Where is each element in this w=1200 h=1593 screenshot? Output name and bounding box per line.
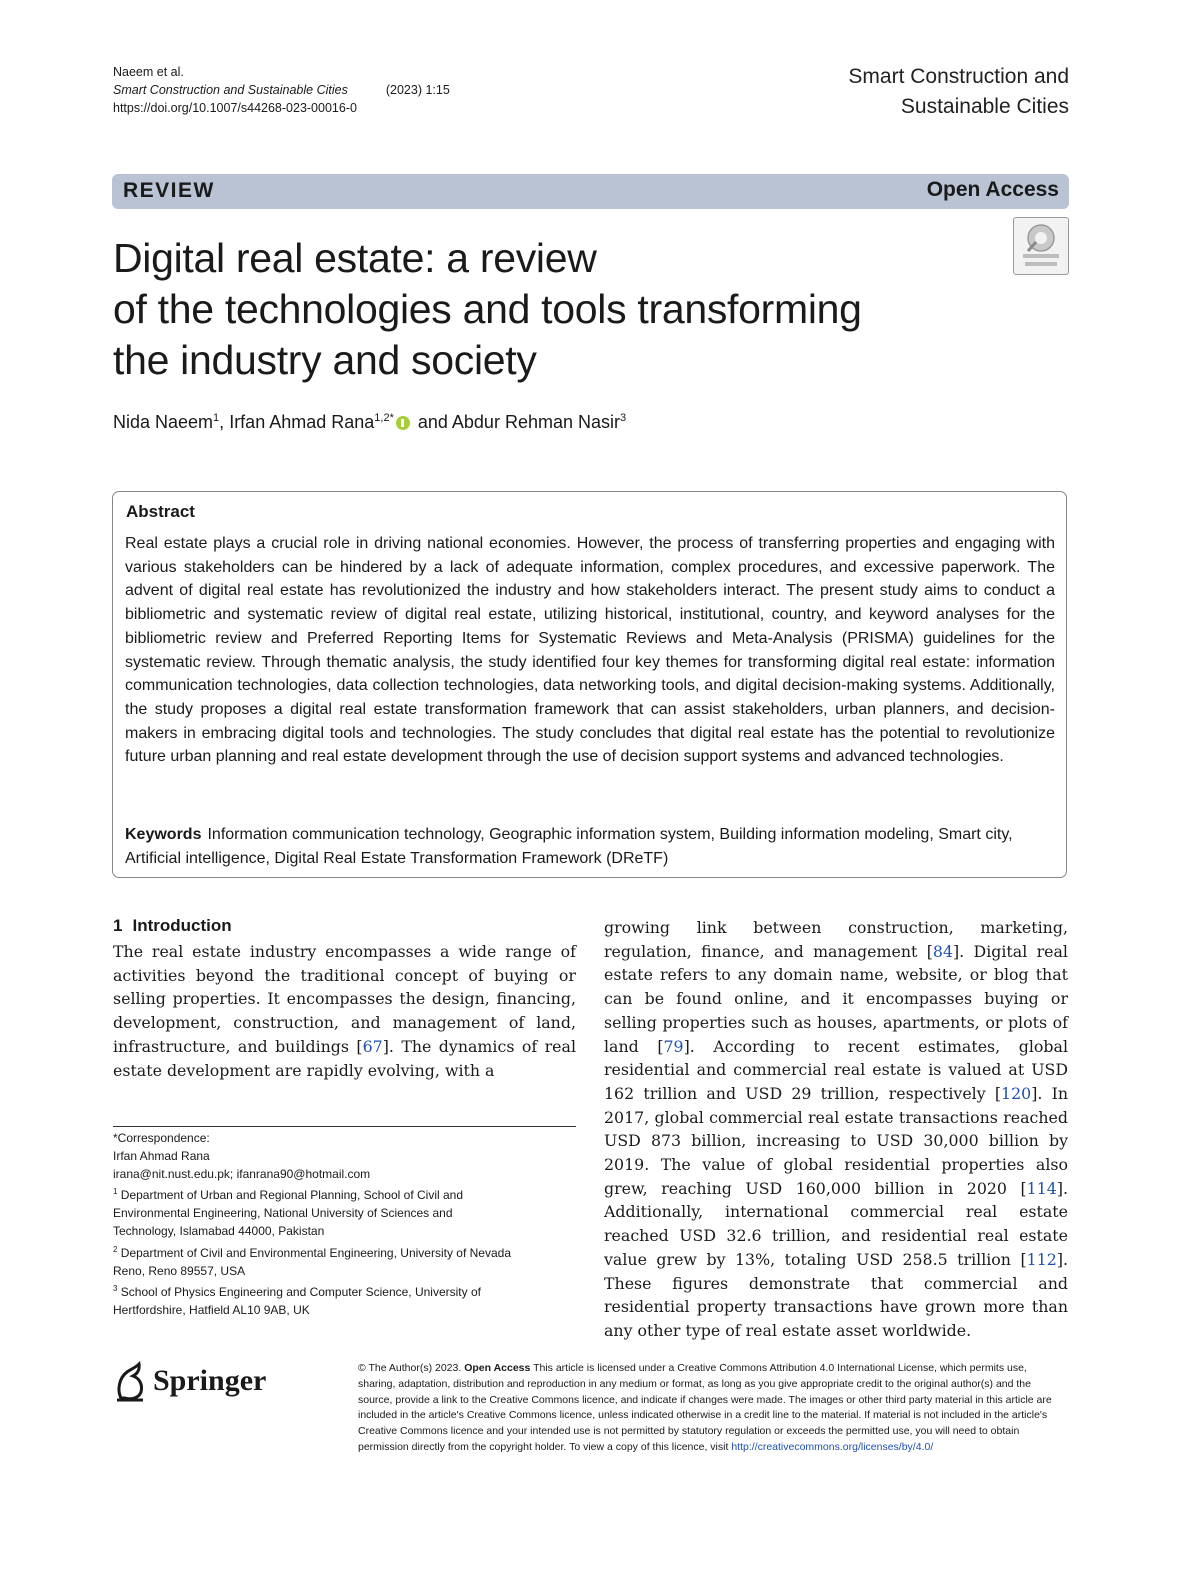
license-link[interactable]: http://creativecommons.org/licenses/by/4.0/ xyxy=(731,1440,934,1453)
article-title: Digital real estate: a review of the technologies and tools transforming the industry and society xyxy=(113,235,862,383)
abstract-heading: Abstract xyxy=(126,502,195,521)
affiliation: $^2$ Department of Civil and Environmental Engineering, University of Nevada Reno, Reno 89557, USA xyxy=(113,1244,511,1278)
header-doi[interactable]: https://doi.org/10.1007/s44268-023-00016-0 xyxy=(113,101,357,115)
section-heading: 1 Introduction xyxy=(113,916,232,935)
footnotes: *Correspondence: Irfan Ahmad Rana irana@nit.nust.edu.pk; ifanrana90@hotmail.com $^1$ Department of Urban and Regional Planning, School of Civil and Environmental Engineering, National University of Sciences and Technology, Islamabad 44000, Pakistan $^2$ Department of Civil and Environmental Engineering, University of Nevada Reno, Reno 89557, USA $^3$ School of Physics Engineering and Computer Science, University of Hertfordshire, Hatfield AL10 9AB, UK xyxy=(113,1130,513,1320)
correspondence-email[interactable]: irana@nit.nust.edu.pk; ifanrana90@hotmail.com xyxy=(113,1166,371,1181)
publisher-name: Springer xyxy=(153,1364,267,1397)
affiliation: $^1$ Department of Urban and Regional Planning, School of Civil and Environmental Engineering, National University of Sciences and Technology, Islamabad 44000, Pakistan xyxy=(113,1187,464,1238)
citation-link[interactable]: 67 xyxy=(362,1036,383,1056)
keywords-list: Information communication technology, Geographic information system, Building information modeling, Smart city, Artificial intelligence, Digital Real Estate Transformation Framework (DReTF) xyxy=(125,826,1013,867)
keywords xyxy=(125,823,1055,870)
header-authors: Naeem et al. xyxy=(113,65,184,79)
affiliation: $^3$ School of Physics Engineering and Computer Science, University of Hertfordshire, Hatfield AL10 9AB, UK xyxy=(113,1284,481,1318)
citation-link[interactable]: 112 xyxy=(1026,1249,1057,1269)
footnote-divider xyxy=(113,1126,576,1127)
header-journal: Smart Construction and Sustainable Cities xyxy=(113,83,348,97)
journal-name: Smart Construction and Sustainable Cities xyxy=(848,65,1069,118)
article-type-banner xyxy=(112,174,1069,209)
open-access-label: Open Access xyxy=(926,178,1059,201)
license-text: © The Author(s) 2023. Open Access This article is licensed under a Creative Commons Attribution 4.0 International License, which permits use, sharing, adaptation, distribution and reproduction in any medium or format, as long as you give appropriate credit to the original author(s) and the source, provide a link to the Creative Commons licence, and indicate if changes were made. The images or other third party material in this article are included in the article's Creative Commons licence, unless indicated otherwise in a credit line to the material. If material is not included in the article's Creative Commons licence and your intended use is not permitted by statutory regulation or exceeds the permitted use, you will need to obtain permission directly from the copyright holder. To view a copy of this licence, visit http://creativecommons.org/licenses/by/4.0/ xyxy=(358,1362,1052,1453)
springer-logo xyxy=(113,1360,273,1404)
header-volume: (2023) 1:15 xyxy=(385,83,450,97)
body-column-left: The real estate industry encompasses a wide range of activities beyond the traditional concept of buying or selling properties. It encompasses the design, financing, development, construction, and management of land, infrastructure, and buildings [67]. The dynamics of real estate development are rapidly evolving, with a xyxy=(113,942,576,1080)
body-column-right: growing link between construction, marketing, regulation, finance, and management [84]. Digital real estate refers to any domain name, website, or blog that can be found online, and it encompasses buying or selling properties such as houses, apartments, or plots of land [79]. According to recent estimates, global residential and commercial real estate is valued at USD 162 trillion and USD 29 trillion, respectively [120]. In 2017, global commercial real estate transactions reached USD 873 billion, increasing to USD 30,000 billion by 2019. The value of global residential properties also grew, reaching USD 160,000 billion in 2020 [114]. Additionally, international commercial real estate reached USD 32.6 trillion, and residential real estate value grew by 13%, totaling USD 258.5 trillion [112]. These figures demonstrate that commercial and residential property transactions have grown more than any other type of real estate asset worldwide. xyxy=(604,918,1069,1340)
abstract-text: Real estate plays a crucial role in driving national economies. However, the process of transferring properties and engaging with various stakeholders can be hindered by a lack of adequate information, complex procedures, and excessive paperwork. The advent of digital real estate has revolutionized the industry and how stakeholders interact. The present study aims to conduct a bibliometric and systematic review of digital real estate, utilizing historical, institutional, country, and keyword analyses for the bibliometric review and Preferred Reporting Items for Systematic Reviews and Meta-Analysis (PRISMA) guidelines for the systematic review. Through thematic analysis, the study identified four key themes for transforming digital real estate: information communication technologies, data collection technologies, data networking tools, and digital decision-making systems. Additionally, the study proposes a digital real estate transformation framework that can assist stakeholders, urban planners, and decision-makers in embracing digital tools and technologies. The study concludes that digital real estate has the potential to revolutionize future urban planning and real estate development through the use of decision support systems and advanced technologies. xyxy=(125,535,1055,766)
author-list: Nida Naeem$^1$, Irfan Ahmad Rana$^{1,2*}$ and Abdur Rehman Nasir$^3$ xyxy=(113,412,627,432)
keywords-label: Keywords xyxy=(125,826,202,843)
citation-link[interactable]: 84 xyxy=(932,941,953,961)
article-type: REVIEW xyxy=(123,179,215,202)
citation-link[interactable]: 120 xyxy=(1001,1083,1032,1103)
springer-horse-icon xyxy=(113,1360,149,1404)
running-header xyxy=(113,63,450,117)
author-name: Irfan Ahmad Rana xyxy=(229,412,375,432)
author-name: Abdur Rehman Nasir xyxy=(451,412,620,432)
author-name: Nida Naeem xyxy=(113,412,214,432)
check-for-updates-icon[interactable] xyxy=(1013,217,1069,275)
orcid-icon[interactable] xyxy=(396,416,410,430)
citation-link[interactable]: 114 xyxy=(1026,1178,1057,1198)
citation-link[interactable]: 79 xyxy=(663,1036,684,1056)
